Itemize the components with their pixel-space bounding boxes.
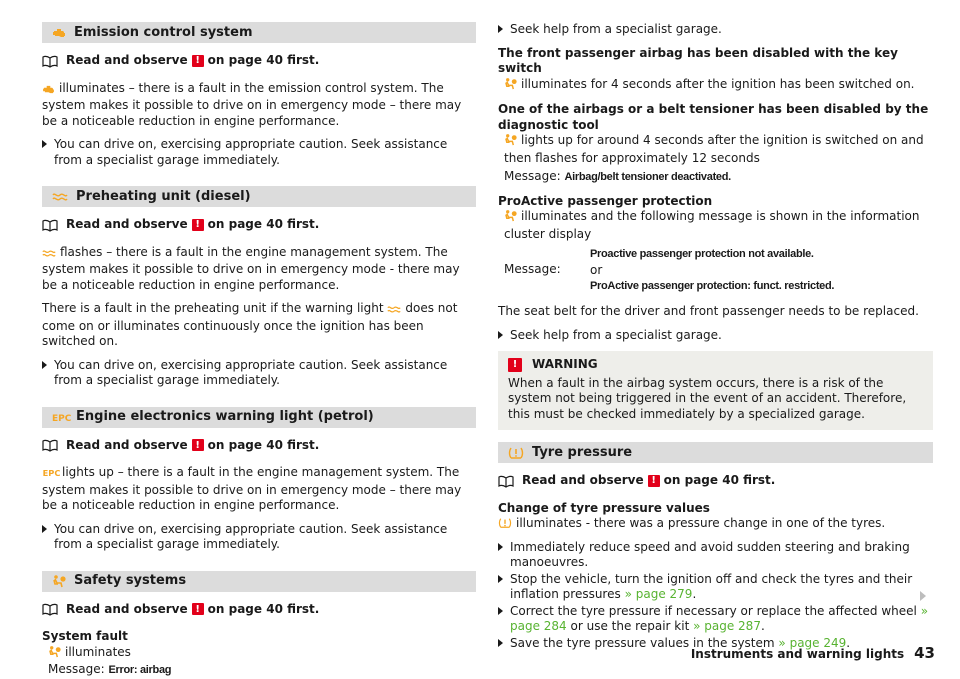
section-header-safety bbox=[42, 571, 476, 592]
glow-plug-icon bbox=[52, 192, 68, 202]
page-footer bbox=[690, 646, 935, 663]
warning-box bbox=[498, 351, 933, 430]
arrow-bullet-icon bbox=[498, 572, 506, 603]
list-item: You can drive on, exercising appropriate caution. Seek assistance from a specialist garage immediately. bbox=[42, 522, 476, 553]
continue-arrow-icon bbox=[920, 591, 926, 601]
paragraph: EPC lights up – there is a fault in the engine management system. The system makes it possible to drive on in emergency mode – there may be a noticeable reduction in engine performance. bbox=[42, 465, 462, 512]
paragraph: illuminates and the following message is shown in the information cluster display bbox=[504, 209, 920, 241]
warning-icon: ! bbox=[648, 475, 660, 487]
read-prefix: Read and observe bbox=[522, 473, 644, 487]
warning-title: ! WARNING bbox=[508, 357, 923, 373]
list-item: You can drive on, exercising appropriate caution. Seek assistance from a specialist garage immediately. bbox=[42, 358, 476, 389]
section-header-tyre bbox=[498, 442, 933, 463]
arrow-bullet-icon bbox=[498, 636, 506, 652]
read-prefix: Read and observe bbox=[66, 601, 188, 616]
section-title: Tyre pressure bbox=[532, 444, 633, 460]
left-column bbox=[42, 22, 476, 679]
arrow-bullet-icon bbox=[42, 137, 50, 168]
svg-text:EPC: EPC bbox=[52, 414, 72, 424]
read-and-observe-note bbox=[498, 473, 933, 489]
section-header-epc bbox=[42, 407, 476, 428]
arrow-bullet-icon bbox=[498, 328, 506, 344]
warning-icon: ! bbox=[508, 358, 522, 372]
section-title: Engine electronics warning light (petrol) bbox=[76, 409, 374, 425]
list-item: Correct the tyre pressure if necessary or replace the affected wheel » page 284 or use the repair kit » page 287. bbox=[498, 604, 933, 635]
message-table bbox=[498, 246, 933, 294]
subheading: The front passenger airbag has been disabled with the key switch bbox=[498, 45, 898, 75]
subheading: Change of tyre pressure values bbox=[498, 500, 710, 515]
tyre-steps-list bbox=[498, 540, 933, 652]
list-item: Immediately reduce speed and avoid sudden steering and braking manoeuvres. bbox=[498, 540, 933, 571]
paragraph: lights up for around 4 seconds after the ignition is switched on and then flashes for approximately 12 seconds bbox=[504, 133, 924, 165]
paragraph: illuminates for 4 seconds after the ignition has been switched on. bbox=[498, 77, 933, 95]
read-prefix: Read and observe bbox=[66, 437, 188, 452]
read-suffix: on page 40 first. bbox=[207, 217, 320, 231]
arrow-bullet-icon bbox=[42, 358, 50, 389]
engine-warning-icon bbox=[42, 83, 55, 99]
read-prefix: Read and observe bbox=[66, 53, 188, 67]
arrow-bullet-icon bbox=[498, 604, 506, 635]
read-suffix: on page 40 first. bbox=[207, 601, 320, 616]
paragraph: flashes – there is a fault in the engine management system. The system makes it possible to drive on in emergency mode - there may be a noticeable reduction in engine performance. bbox=[42, 244, 460, 292]
subheading: One of the airbags or a belt tensioner has been disabled by the diagnostic tool bbox=[498, 102, 929, 132]
warning-icon: ! bbox=[192, 439, 204, 451]
airbag-icon bbox=[504, 209, 517, 227]
page-link[interactable]: » page 249 bbox=[778, 635, 847, 650]
svg-text:EPC: EPC bbox=[42, 468, 61, 479]
subheading: ProActive passenger protection bbox=[498, 193, 713, 208]
message-label: Message: bbox=[504, 262, 561, 277]
page-link[interactable]: » page 279 bbox=[624, 587, 693, 601]
message-values: Proactive passenger protection not available. or ProActive passenger protection: funct. restricted. bbox=[590, 248, 835, 292]
warning-text: When a fault in the airbag system occurs, there is a risk of the system not being triggered in the event of an accident. Therefore, this must be checked immediately by a specialized garage. bbox=[508, 375, 907, 421]
read-and-observe-note bbox=[42, 602, 476, 618]
chapter-title: Instruments and warning lights bbox=[690, 647, 905, 661]
airbag-icon bbox=[48, 645, 61, 663]
section-title: Preheating unit (diesel) bbox=[76, 188, 251, 204]
page-link[interactable]: » page 284 bbox=[510, 603, 929, 633]
read-and-observe-note bbox=[42, 438, 476, 454]
book-icon bbox=[42, 603, 58, 615]
message-line: Message: Airbag/belt tensioner deactivated. bbox=[504, 169, 731, 183]
read-and-observe-note bbox=[42, 217, 476, 233]
warning-icon: ! bbox=[192, 219, 204, 231]
paragraph: The seat belt for the driver and front passenger needs to be replaced. bbox=[498, 304, 919, 318]
epc-icon bbox=[42, 467, 61, 483]
list-item: Save the tyre pressure values in the system » page 249. bbox=[498, 636, 933, 652]
arrow-bullet-icon bbox=[498, 540, 506, 571]
list-item: Stop the vehicle, turn the ignition off and check the tyres and their inflation pressures » page 279. bbox=[498, 572, 933, 603]
read-and-observe-note bbox=[42, 53, 476, 69]
list-item: You can drive on, exercising appropriate caution. Seek assistance from a specialist garage immediately. bbox=[42, 137, 476, 168]
tyre-pressure-icon bbox=[508, 446, 524, 460]
book-icon bbox=[42, 439, 58, 451]
section-header-emission bbox=[42, 22, 476, 43]
list-item: Seek help from a specialist garage. bbox=[498, 328, 933, 344]
read-suffix: on page 40 first. bbox=[207, 437, 320, 452]
right-column bbox=[498, 22, 933, 652]
page-link[interactable]: » page 287 bbox=[693, 619, 761, 633]
paragraph: illuminates – there is a fault in the emission control system. The system makes it possible to drive on in emergency mode – there may be a noticeable reduction in engine performance. bbox=[42, 80, 462, 128]
glow-plug-icon bbox=[42, 247, 56, 263]
book-icon bbox=[498, 475, 514, 487]
book-icon bbox=[42, 219, 58, 231]
subheading: System fault bbox=[42, 629, 128, 643]
arrow-bullet-icon bbox=[498, 22, 506, 38]
paragraph: There is a fault in the preheating unit if the warning light does not come on or illuminates continuously once the ignition has been switched on. bbox=[42, 301, 458, 348]
airbag-icon bbox=[504, 77, 517, 95]
section-title: Safety systems bbox=[74, 573, 187, 589]
read-prefix: Read and observe bbox=[66, 217, 188, 231]
airbag-icon bbox=[52, 574, 66, 588]
read-suffix: on page 40 first. bbox=[663, 473, 776, 487]
airbag-icon bbox=[504, 133, 517, 151]
list-item: Seek help from a specialist garage. bbox=[498, 22, 933, 38]
glow-plug-icon bbox=[387, 303, 401, 319]
safety-line: illuminates bbox=[42, 645, 476, 663]
epc-icon bbox=[52, 411, 72, 424]
warning-icon: ! bbox=[192, 603, 204, 615]
read-suffix: on page 40 first. bbox=[207, 53, 320, 67]
page-number: 43 bbox=[914, 644, 935, 662]
section-header-preheating bbox=[42, 186, 476, 207]
book-icon bbox=[42, 55, 58, 67]
engine-warning-icon bbox=[52, 28, 66, 38]
paragraph: illuminates - there was a pressure change in one of the tyres. bbox=[498, 516, 933, 534]
section-title: Emission control system bbox=[74, 24, 253, 40]
message-line: Message: Error: airbag bbox=[48, 662, 172, 676]
warning-icon: ! bbox=[192, 55, 204, 67]
tyre-pressure-icon bbox=[498, 517, 512, 534]
arrow-bullet-icon bbox=[42, 522, 50, 553]
